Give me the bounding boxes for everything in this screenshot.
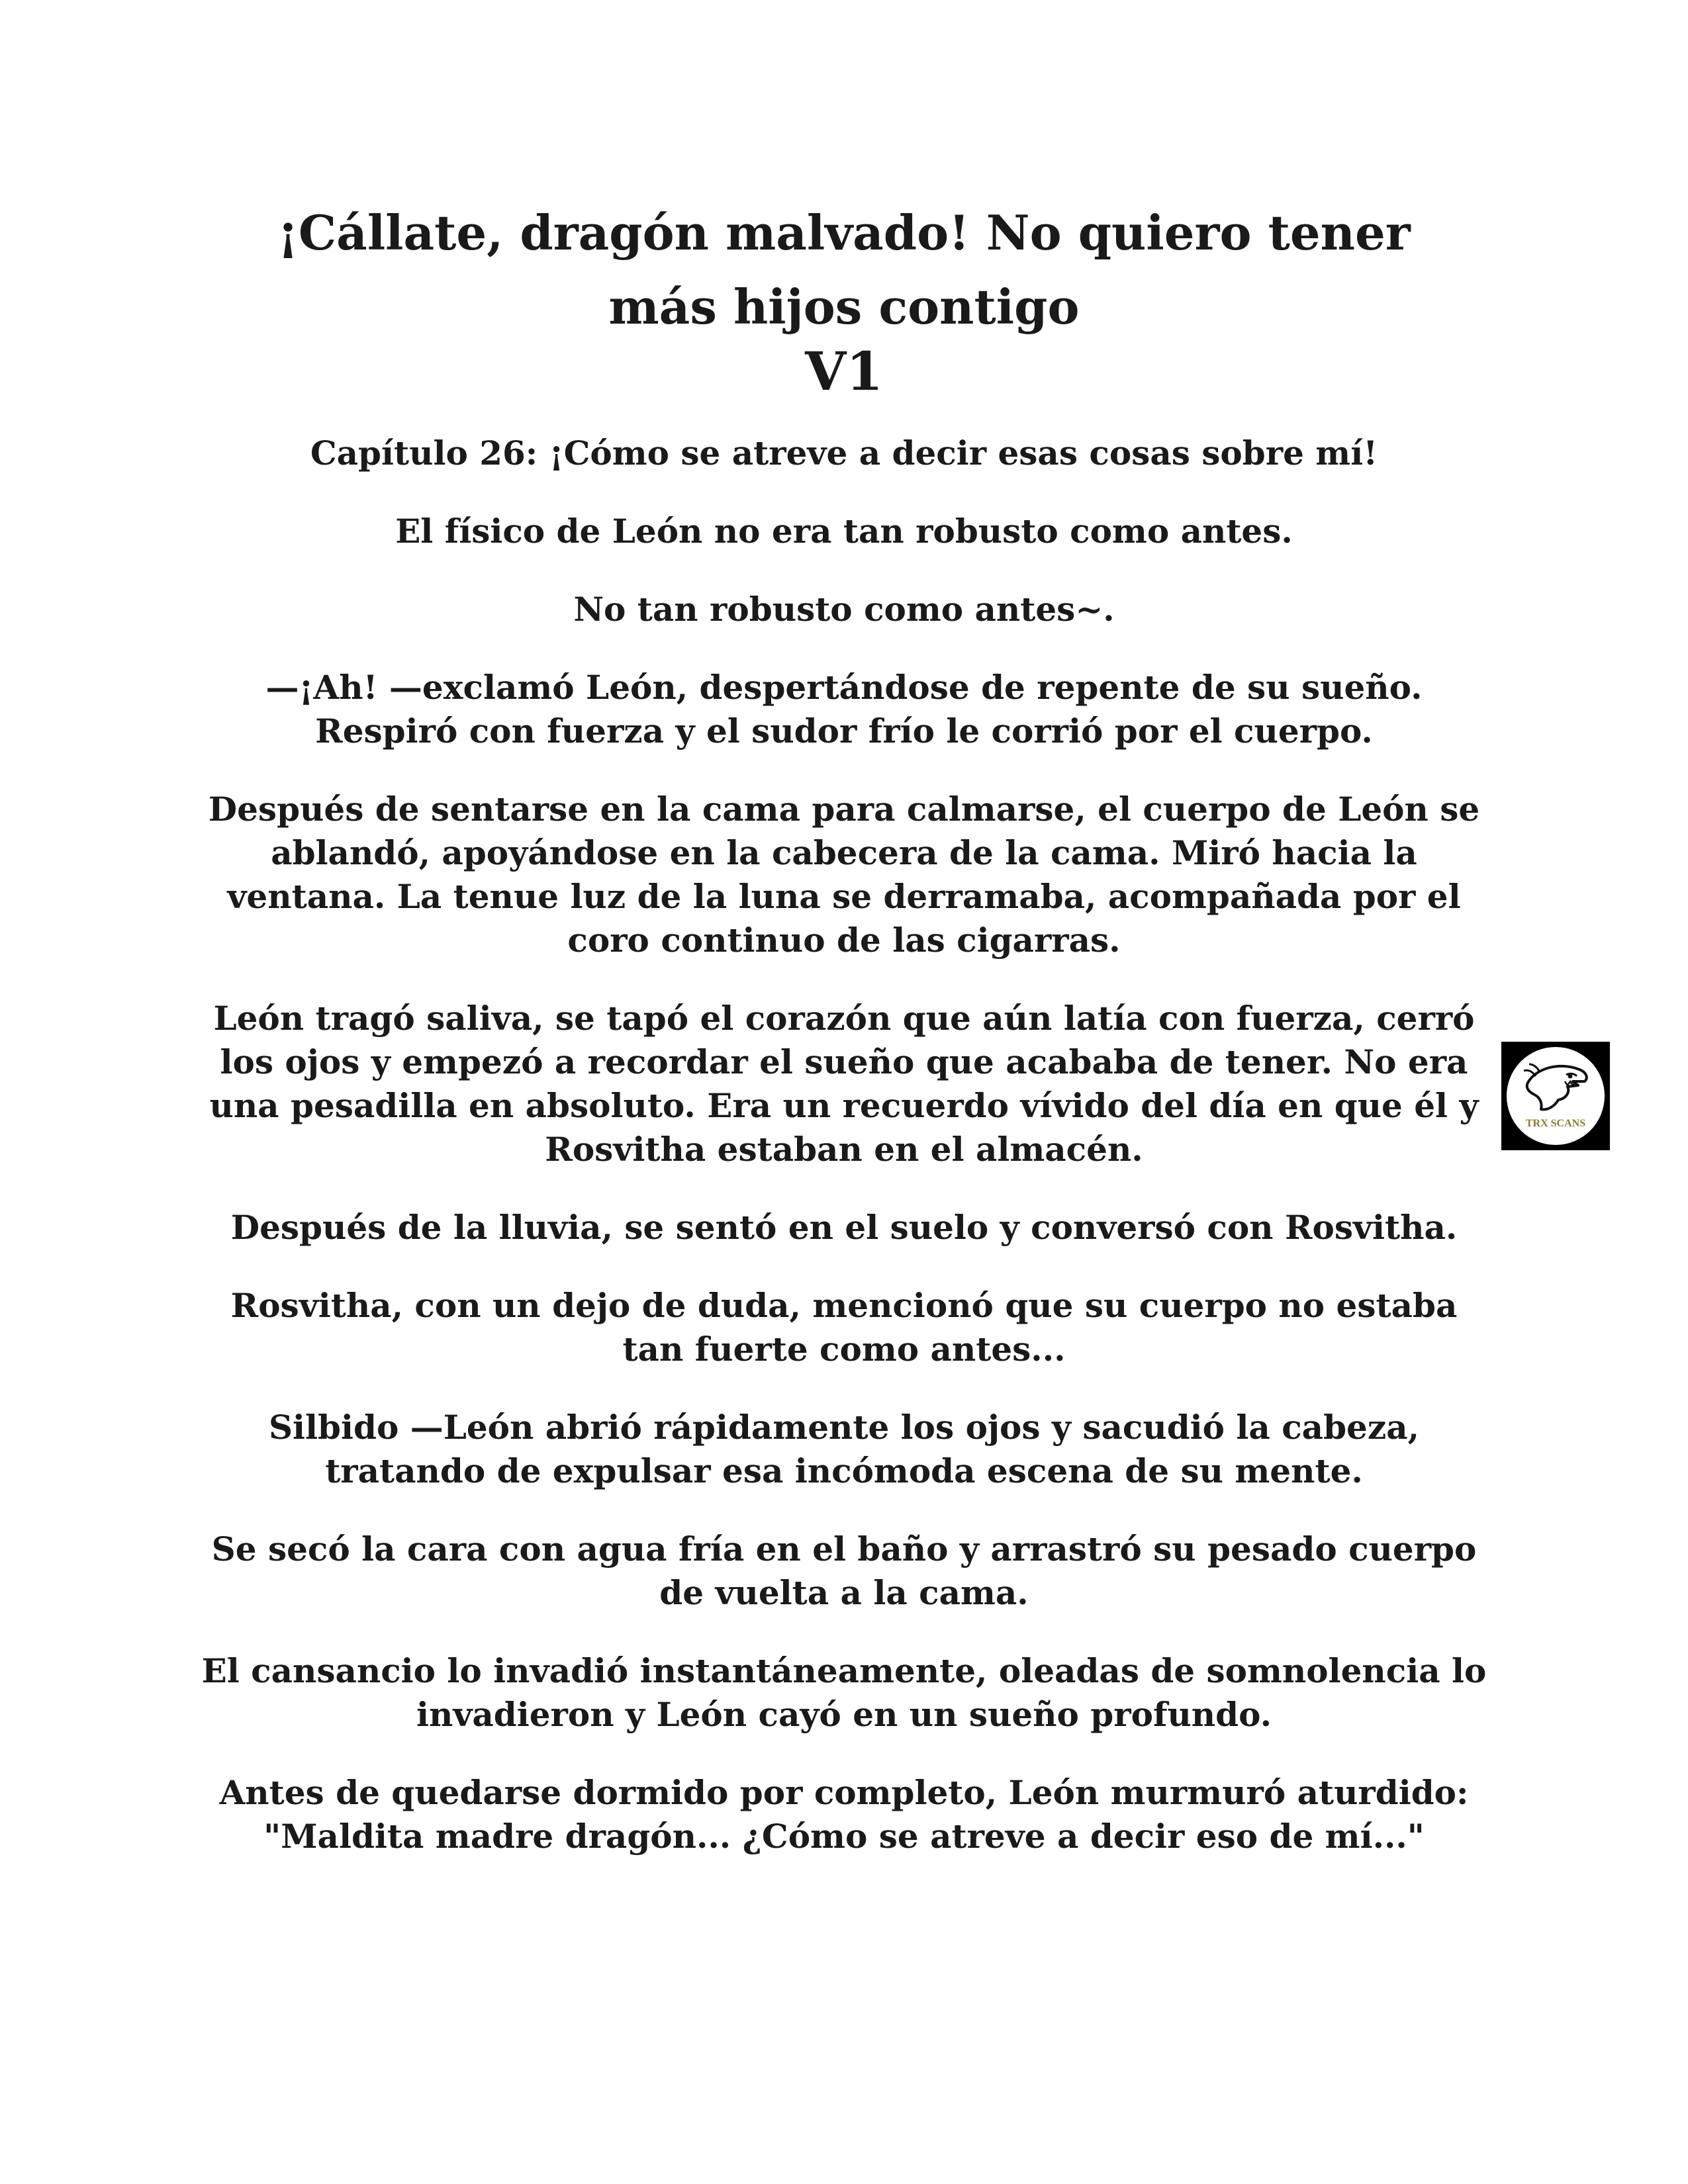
dinosaur-head-logo-icon — [1501, 1042, 1610, 1150]
paragraph: Después de la lluvia, se sentó en el suelo y conversó con Rosvitha. — [230, 1208, 1458, 1247]
paragraph: Después de sentarse en la cama para calmarse, el cuerpo de León se ablandó, apoyándose en la cabecera de la cama. Miró hacia la ventana. La tenue luz de la luna se derramaba, acompañada por el coro continuo de las cigarras. — [208, 790, 1480, 960]
volume-label: V1 — [805, 340, 883, 402]
document-body — [199, 432, 1489, 1893]
paragraph: Silbido —León abrió rápidamente los ojos y sacudió la cabeza, tratando de expulsar esa incómoda escena de su mente. — [268, 1408, 1420, 1490]
paragraph: Antes de quedarse dormido por completo, León murmuró aturdido: "Maldita madre dragón... ¿Cómo se atreve a decir eso de mí..." — [219, 1773, 1469, 1856]
chapter-heading: Capítulo 26: ¡Cómo se atreve a decir esas cosas sobre mí! — [310, 433, 1378, 473]
paragraph: No tan robusto como antes~. — [573, 590, 1115, 629]
paragraph: Rosvitha, con un dejo de duda, mencionó que su cuerpo no estaba tan fuerte como antes... — [230, 1286, 1458, 1369]
paragraph: El cansancio lo invadió instantáneamente, oleadas de somnolencia lo invadieron y León cayó en un sueño profundo. — [201, 1651, 1487, 1734]
watermark-text: TRX SCANS — [1525, 1118, 1586, 1129]
title-line-1: ¡Cállate, dragón malvado! No quiero tener — [277, 205, 1411, 261]
paragraph: —¡Ah! —exclamó León, despertándose de repente de su sueño. Respiró con fuerza y el sudor frío le corrió por el cuerpo. — [265, 668, 1423, 751]
title-line-2: más hijos contigo — [608, 279, 1080, 335]
paragraph: León tragó saliva, se tapó el corazón que aún latía con fuerza, cerró los ojos y empezó a recordar el sueño que acababa de tener. No era una pesadilla en absoluto. Era un recuerdo vívido del día en que él y Rosvitha estaban en el almacén. — [209, 999, 1479, 1169]
document-title — [199, 196, 1489, 344]
paragraph: El físico de León no era tan robusto como antes. — [395, 512, 1293, 551]
paragraph: Se secó la cara con agua fría en el baño y arrastró su pesado cuerpo de vuelta a la cama. — [211, 1529, 1477, 1612]
